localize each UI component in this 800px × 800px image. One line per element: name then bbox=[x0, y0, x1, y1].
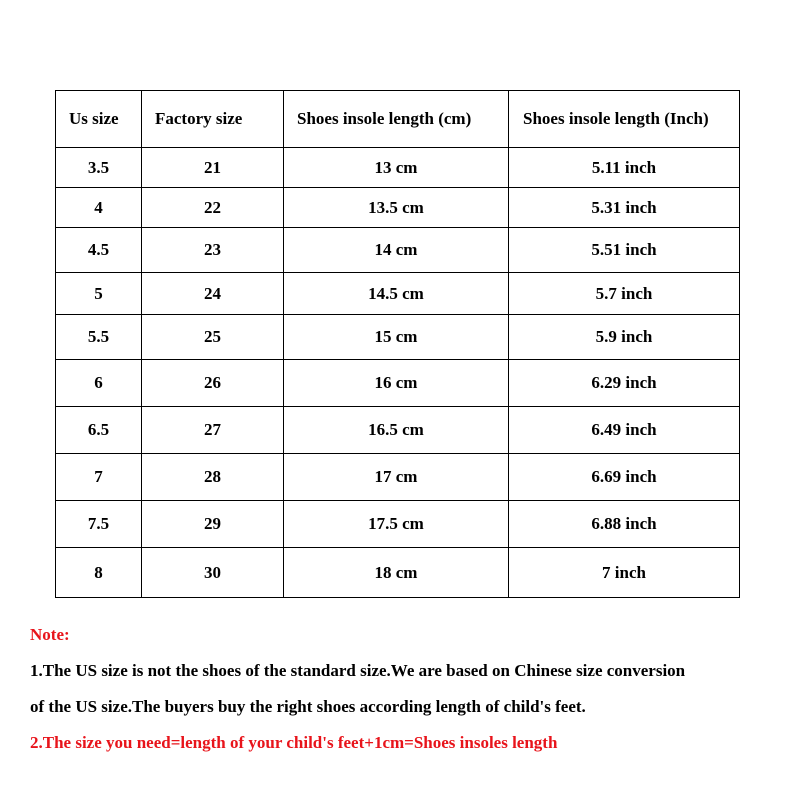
note-line-1a: 1.The US size is not the shoes of the standard size.We are based on Chinese size conversion bbox=[30, 661, 686, 680]
factory-size-cell: 24 bbox=[142, 273, 284, 315]
factory-size-cell: 25 bbox=[142, 315, 284, 360]
header-insole-cm: Shoes insole length (cm) bbox=[284, 91, 509, 148]
factory-size-cell: 22 bbox=[142, 188, 284, 228]
us-size-cell: 5.5 bbox=[56, 315, 142, 360]
insole-cm-cell: 17.5 cm bbox=[284, 501, 509, 548]
table-row bbox=[56, 148, 740, 188]
header-factory-size: Factory size bbox=[142, 91, 284, 148]
insole-cm-cell: 13 cm bbox=[284, 148, 509, 188]
header-row bbox=[56, 91, 740, 148]
insole-inch-cell: 5.7 inch bbox=[509, 273, 740, 315]
notes-section bbox=[30, 621, 790, 765]
us-size-cell: 4.5 bbox=[56, 228, 142, 273]
insole-inch-cell: 5.31 inch bbox=[509, 188, 740, 228]
table-row bbox=[56, 407, 740, 454]
insole-cm-cell: 16 cm bbox=[284, 360, 509, 407]
insole-cm-cell: 18 cm bbox=[284, 548, 509, 598]
table-row bbox=[56, 228, 740, 273]
header-insole-inch: Shoes insole length (Inch) bbox=[509, 91, 740, 148]
size-conversion-table bbox=[55, 90, 740, 598]
table-row bbox=[56, 501, 740, 548]
table-row bbox=[56, 273, 740, 315]
factory-size-cell: 27 bbox=[142, 407, 284, 454]
us-size-cell: 5 bbox=[56, 273, 142, 315]
table-row bbox=[56, 188, 740, 228]
factory-size-cell: 23 bbox=[142, 228, 284, 273]
us-size-cell: 7.5 bbox=[56, 501, 142, 548]
insole-inch-cell: 5.9 inch bbox=[509, 315, 740, 360]
insole-cm-cell: 16.5 cm bbox=[284, 407, 509, 454]
us-size-cell: 4 bbox=[56, 188, 142, 228]
table-body bbox=[56, 148, 740, 598]
insole-cm-cell: 14.5 cm bbox=[284, 273, 509, 315]
table-row bbox=[56, 315, 740, 360]
table-header bbox=[56, 91, 740, 148]
note-line-2: 2.The size you need=length of your child's feet+1cm=Shoes insoles length bbox=[30, 733, 558, 752]
insole-inch-cell: 5.11 inch bbox=[509, 148, 740, 188]
insole-cm-cell: 14 cm bbox=[284, 228, 509, 273]
factory-size-cell: 21 bbox=[142, 148, 284, 188]
table-row bbox=[56, 360, 740, 407]
insole-inch-cell: 6.29 inch bbox=[509, 360, 740, 407]
insole-cm-cell: 13.5 cm bbox=[284, 188, 509, 228]
table-row bbox=[56, 548, 740, 598]
insole-inch-cell: 6.88 inch bbox=[509, 501, 740, 548]
header-us-size: Us size bbox=[56, 91, 142, 148]
us-size-cell: 7 bbox=[56, 454, 142, 501]
insole-inch-cell: 5.51 inch bbox=[509, 228, 740, 273]
factory-size-cell: 28 bbox=[142, 454, 284, 501]
insole-inch-cell: 7 inch bbox=[509, 548, 740, 598]
factory-size-cell: 29 bbox=[142, 501, 284, 548]
factory-size-cell: 26 bbox=[142, 360, 284, 407]
factory-size-cell: 30 bbox=[142, 548, 284, 598]
insole-cm-cell: 15 cm bbox=[284, 315, 509, 360]
insole-cm-cell: 17 cm bbox=[284, 454, 509, 501]
us-size-cell: 6 bbox=[56, 360, 142, 407]
us-size-cell: 6.5 bbox=[56, 407, 142, 454]
insole-inch-cell: 6.49 inch bbox=[509, 407, 740, 454]
table-row bbox=[56, 454, 740, 501]
us-size-cell: 8 bbox=[56, 548, 142, 598]
us-size-cell: 3.5 bbox=[56, 148, 142, 188]
note-line-1b: of the US size.The buyers buy the right shoes according length of child's feet. bbox=[30, 697, 586, 716]
note-title: Note: bbox=[30, 625, 70, 644]
insole-inch-cell: 6.69 inch bbox=[509, 454, 740, 501]
